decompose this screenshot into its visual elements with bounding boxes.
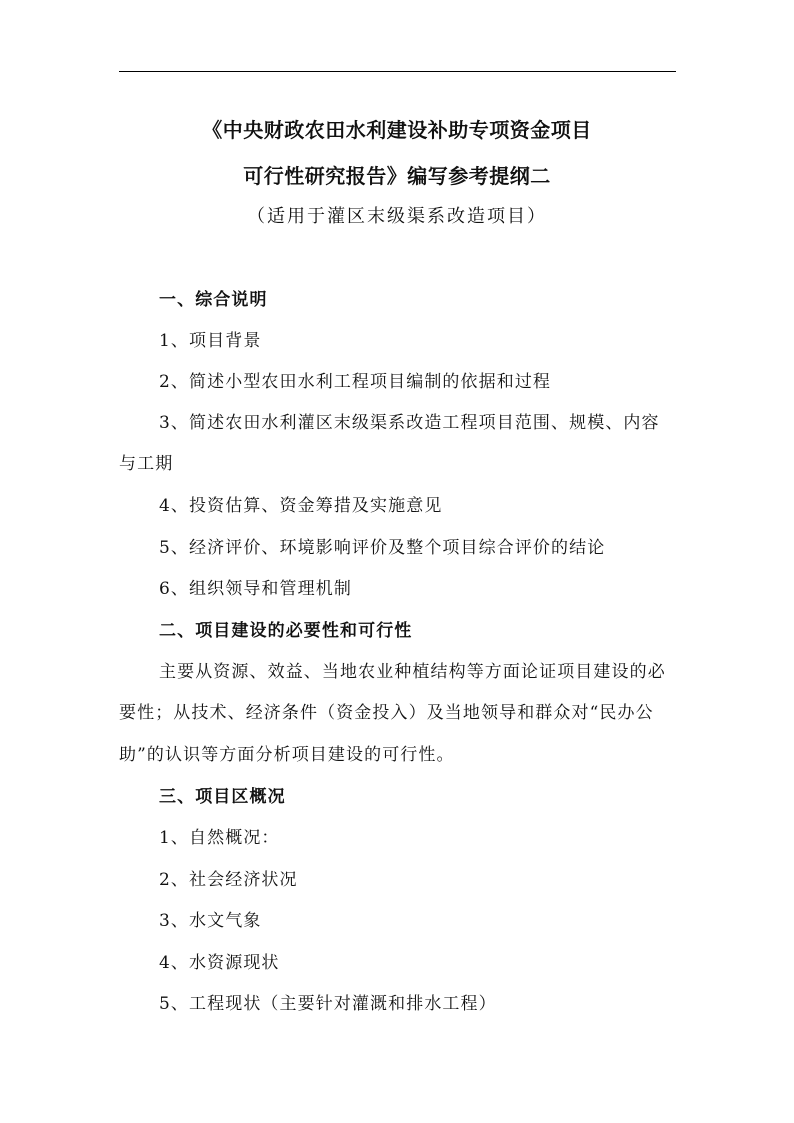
list-item-continuation: 与工期 — [119, 454, 174, 474]
section-heading: 二、项目建设的必要性和可行性 — [159, 621, 413, 641]
paragraph-line: 主要从资源、效益、当地农业种植结构等方面论证项目建设的必 — [159, 662, 666, 682]
list-item: 2、简述小型农田水利工程项目编制的依据和过程 — [159, 372, 552, 392]
list-item: 5、经济评价、环境影响评价及整个项目综合评价的结论 — [159, 538, 606, 558]
document-title-line-1: 《中央财政农田水利建设补助专项资金项目 — [202, 118, 592, 142]
list-item: 1、项目背景 — [159, 331, 262, 351]
list-item: 1、自然概况： — [159, 828, 280, 848]
list-item: 4、水资源现状 — [159, 953, 280, 973]
list-item: 2、社会经济状况 — [159, 870, 298, 890]
list-item: 4、投资估算、资金筹措及实施意见 — [159, 496, 443, 516]
paragraph-line: 助”的认识等方面分析项目建设的可行性。 — [119, 745, 455, 765]
section-heading: 三、项目区概况 — [159, 787, 286, 807]
document-title-line-2: 可行性研究报告》编写参考提纲二 — [243, 164, 551, 188]
header-rule — [119, 71, 676, 72]
list-item: 6、组织领导和管理机制 — [159, 579, 352, 599]
list-item: 3、水文气象 — [159, 911, 262, 931]
document-subtitle: （适用于灌区末级渠系改造项目） — [247, 206, 547, 227]
paragraph-line: 要性；从技术、经济条件（资金投入）及当地领导和群众对“民办公 — [119, 703, 654, 723]
list-item: 3、简述农田水利灌区末级渠系改造工程项目范围、规模、内容 — [159, 413, 660, 433]
list-item: 5、工程现状（主要针对灌溉和排水工程） — [159, 994, 497, 1014]
section-heading: 一、综合说明 — [159, 290, 268, 310]
